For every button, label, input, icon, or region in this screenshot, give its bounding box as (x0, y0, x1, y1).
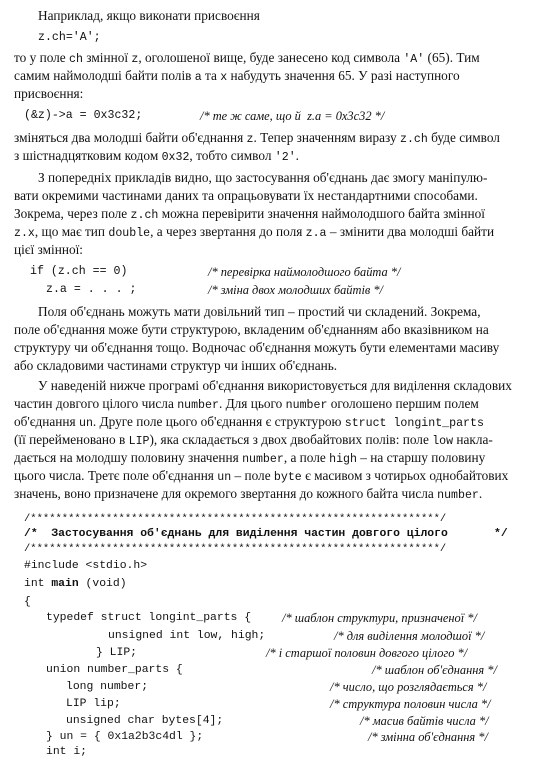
comment-text: /* масив байтів числа */ (360, 714, 489, 728)
text-span: накла- (453, 432, 493, 447)
text-line (14, 86, 83, 102)
text-span: (її перейменовано в (14, 432, 129, 447)
text-line (14, 224, 494, 242)
inline-code: ch (69, 53, 83, 66)
code-line (38, 30, 101, 46)
code-line (46, 729, 203, 745)
text-span: є масивом з чотирьох однобайтових (301, 468, 509, 483)
text-line (14, 206, 485, 224)
code-line (24, 108, 142, 124)
code-line (24, 558, 147, 574)
text-line (14, 188, 478, 204)
inline-code: struct longint_parts (344, 417, 484, 430)
text-span: . (478, 486, 483, 501)
text-span: присвоєння: (14, 86, 84, 101)
inline-code: 'A' (403, 53, 425, 66)
text-span: . Для цього (218, 396, 286, 411)
text-line (38, 378, 512, 394)
text-span: набудуть значення 65. У разі наступного (227, 68, 460, 83)
code-line (66, 696, 121, 712)
text-span: . Друге поле цього об'єднання є структурою (92, 414, 345, 429)
text-span: , а через звертання до поля (150, 224, 306, 239)
banner-text: /*****************************************************************/ (24, 513, 447, 525)
code-text: (void) (78, 578, 127, 590)
text-line (14, 396, 479, 414)
text-line (14, 450, 485, 468)
code-text: int (24, 578, 52, 590)
code-text: unsigned char bytes[4]; (66, 715, 224, 727)
text-line (14, 340, 499, 356)
code-text: int i; (46, 746, 88, 758)
code-line (96, 645, 137, 661)
text-span: цього числа. Третє поле об'єднання (14, 468, 218, 483)
inline-code: un (78, 417, 93, 430)
text-span: значень, воно призначене для окремого звертання до кожного байта числа (14, 486, 438, 501)
inline-code: LIP (128, 435, 150, 448)
code-comment (330, 696, 491, 712)
code-text: (&z)->a = 0x3c32; (24, 109, 143, 122)
text-line (14, 50, 480, 68)
text-span: , що має тип (34, 224, 109, 239)
text-span: – поле (231, 468, 274, 483)
code-comment (334, 628, 484, 644)
code-comment (330, 679, 486, 695)
inline-code: z.ch (399, 133, 428, 146)
code-text: if (z.ch == 0) (30, 265, 128, 278)
code-line (66, 713, 223, 729)
text-span: вати окремими частинами даних та опрацьовувати їх нестандартними способами. (14, 188, 478, 203)
comment-text: /* структура половин числа */ (330, 697, 491, 711)
code-text: long number; (66, 681, 149, 693)
text-span: У наведеній нижче програмі об'єднання використовується для виділення складових (38, 378, 512, 393)
text-line (14, 432, 493, 450)
text-span: структуру чи об'єднання тощо. Водночас об'єднання можуть бути елементами масиву (14, 340, 500, 355)
comment-banner-bottom (24, 542, 514, 556)
code-comment (368, 729, 488, 745)
code-text: } LIP; (96, 647, 138, 659)
comment-text: /* те ж саме, що й z.a = 0x3c32 */ (200, 109, 385, 123)
text-span: , а поле (283, 450, 330, 465)
code-comment (372, 662, 497, 678)
code-line (494, 526, 508, 542)
inline-code: a (194, 71, 202, 84)
code-text: } un = { 0x1a2b3c4dl }; (46, 731, 204, 743)
inline-code: 0x32 (161, 151, 190, 164)
text-span: – змінити два молодші байти (326, 224, 495, 239)
text-span: змінної (82, 50, 132, 65)
inline-code: low (432, 435, 454, 448)
code-text: z.ch='A'; (38, 31, 101, 44)
code-line (46, 744, 87, 760)
code-text: typedef struct longint_parts { (46, 612, 252, 624)
text-span: зміняться два молодші байти об'єднання (14, 130, 247, 145)
text-span: можна перевірити значення наймолодшого байта змінної (158, 206, 485, 221)
text-span: то у поле (14, 50, 70, 65)
text-span: – на старшу половину (356, 450, 486, 465)
code-text: { (24, 596, 31, 608)
code-comment (360, 713, 489, 729)
code-comment (200, 108, 384, 124)
text-span: частин довгого цілого числа (14, 396, 178, 411)
comment-banner-top (24, 512, 514, 526)
text-span: Поля об'єднань можуть мати довільний тип – простий чи складений. Зокрема, (38, 304, 481, 319)
inline-code: double (108, 227, 151, 240)
code-comment (266, 645, 467, 661)
text-span: Зокрема, через поле (14, 206, 131, 221)
inline-code: z (131, 53, 139, 66)
code-line (46, 610, 251, 626)
text-line (14, 130, 500, 148)
text-span: ), яка складається з двох двобайтових полів: поле (149, 432, 433, 447)
text-span: об'єднання (14, 414, 79, 429)
inline-code: z (246, 133, 254, 146)
text-span: буде символ (427, 130, 500, 145)
code-comment (208, 282, 383, 298)
text-span: дається на молодшу половину значення (14, 450, 243, 465)
code-text: main (51, 578, 79, 590)
inline-code: '2' (274, 151, 296, 164)
code-line (66, 679, 148, 695)
code-text: z.a = . . . ; (46, 283, 137, 296)
comment-text: /* і старшої половин довгого цілого */ (266, 646, 468, 660)
text-line (14, 68, 460, 86)
comment-text: /* шаблон структури, призначеної */ (282, 611, 477, 625)
text-line (38, 8, 260, 24)
inline-code: z.ch (130, 209, 159, 222)
code-text: union number_parts { (46, 664, 183, 676)
text-line (38, 304, 481, 320)
text-span: . Тепер значенням виразу (253, 130, 400, 145)
text-line (14, 486, 482, 504)
inline-code: z.x (14, 227, 35, 240)
code-text: #include <stdio.h> (24, 560, 148, 572)
text-span: цієї змінної: (14, 242, 83, 257)
text-span: (65). Тим (424, 50, 480, 65)
code-line (108, 628, 265, 644)
comment-text: /* змінна об'єднання */ (368, 730, 488, 744)
text-span: або складовими частинами структур чи інших об'єднань. (14, 358, 338, 373)
text-span: . (295, 148, 299, 163)
code-text: */ (494, 528, 508, 540)
inline-code: x (220, 71, 228, 84)
inline-code: high (329, 453, 357, 466)
code-comment (208, 264, 400, 280)
code-line (24, 594, 31, 610)
comment-text: /* число, що розглядається */ (330, 680, 487, 694)
text-line (14, 322, 489, 338)
code-text: LIP lip; (66, 698, 121, 710)
inline-code: number (437, 489, 479, 502)
text-line (14, 414, 484, 432)
code-line (24, 526, 448, 542)
comment-text: /* перевірка наймолодшого байта */ (208, 265, 401, 279)
inline-code: un (217, 471, 232, 484)
comment-text: /* для виділення молодшої */ (334, 629, 485, 643)
text-line (38, 170, 487, 186)
code-text: /* Застосування об'єднань для виділення частин довгого цілого (24, 528, 448, 540)
comment-text: /* шаблон об'єднання */ (372, 663, 497, 677)
code-text: unsigned int low, high; (108, 630, 266, 642)
text-line (14, 358, 337, 374)
inline-code: number (242, 453, 284, 466)
text-span: З попередніх прикладів видно, що застосування об'єднань дає змогу маніпулю- (38, 170, 488, 185)
text-span: та (201, 68, 221, 83)
text-span: поле об'єднання може бути структурою, вкладеним об'єднанням або вказівником на (14, 322, 489, 337)
text-span: Наприклад, якщо виконати присвоєння (38, 8, 260, 23)
inline-code: number (177, 399, 219, 412)
code-line (46, 282, 136, 298)
inline-code: number (285, 399, 328, 412)
banner-text: /*****************************************************************/ (24, 543, 447, 555)
text-span: оголошено першим полем (327, 396, 479, 411)
comment-text: /* зміна двох молодших байтів */ (208, 283, 383, 297)
text-span: самим наймолодші байти полів (14, 68, 195, 83)
text-span: , тобто символ (189, 148, 275, 163)
text-line (14, 148, 299, 166)
text-line (14, 242, 83, 258)
code-line (46, 662, 183, 678)
code-line (24, 576, 127, 592)
inline-code: z.a (305, 227, 327, 240)
code-comment (282, 610, 477, 626)
text-line (14, 468, 508, 486)
code-line (30, 264, 127, 280)
text-span: , оголошеної вище, буде занесено код символа (138, 50, 404, 65)
text-span: з шістнадцятковим кодом (14, 148, 162, 163)
inline-code: byte (273, 471, 302, 484)
